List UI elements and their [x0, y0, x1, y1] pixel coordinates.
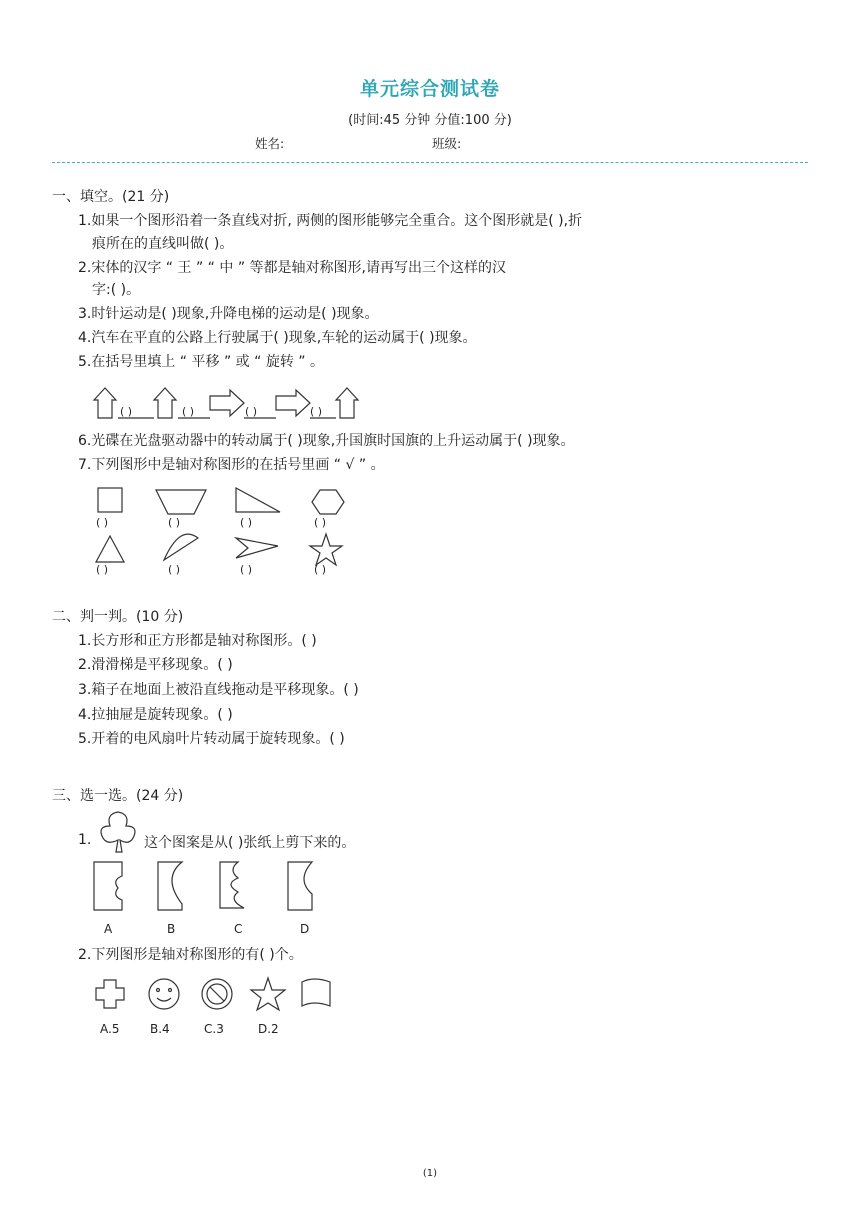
star-icon [310, 534, 342, 565]
symbols-figure [92, 976, 336, 1016]
square-icon [98, 488, 122, 512]
question-2-4: 4.拉抽屉是旋转现象。( ) [78, 707, 233, 723]
paren-blank: ( ) [96, 563, 109, 576]
option-b-shape [158, 862, 182, 910]
question-1-5: 5.在括号里填上 “ 平移 ” 或 “ 旋转 ” 。 [78, 354, 324, 370]
no-sign-icon [202, 979, 232, 1009]
option-b-label: B [167, 922, 176, 936]
fan-icon [164, 534, 198, 560]
arrowhead-icon [236, 538, 278, 558]
option-d-label: D [300, 922, 310, 936]
option-b-label: B.4 [150, 1022, 170, 1036]
paren-blank: ( ) [240, 563, 253, 576]
question-2-2: 2.滑滑梯是平移现象。( ) [78, 657, 233, 673]
question-1-7: 7.下列图形中是轴对称图形的在括号里画 “ √ ” 。 [78, 457, 385, 473]
hexagon-icon [312, 490, 344, 514]
question-1-1: 1.如果一个图形沿着一条直线对折, 两侧的图形能够完全重合。这个图形就是( ),折 [78, 213, 583, 229]
paren-blank: ( ) [240, 516, 253, 529]
page-number: (1) [422, 1168, 438, 1179]
flag-icon [302, 979, 330, 1006]
question-1-3: 3.时针运动是( )现象,升降电梯的运动是( )现象。 [78, 306, 379, 322]
paren-blank: ( ) [310, 405, 323, 418]
triangle-icon [96, 536, 124, 562]
arrow-up-icon [336, 388, 358, 418]
paren-blank: ( ) [168, 516, 181, 529]
section-heading-fill: 一、填空。(21 分) [52, 189, 170, 205]
section-heading-judge: 二、判一判。(10 分) [52, 609, 184, 625]
clover-icon [96, 810, 142, 854]
option-a-label: A [104, 922, 113, 936]
paren-blank: ( ) [245, 405, 258, 418]
time-score-info: (时间:45 分钟 分值:100 分) [348, 113, 512, 128]
trapezoid-icon [156, 490, 206, 514]
paren-blank: ( ) [314, 563, 327, 576]
paren-blank: ( ) [120, 405, 133, 418]
paren-blank: ( ) [96, 516, 109, 529]
option-a-label: A.5 [100, 1022, 120, 1036]
arrow-up-icon [94, 388, 116, 418]
name-label: 姓名: [255, 136, 285, 151]
arrow-up-icon [154, 388, 176, 418]
divider [52, 162, 808, 163]
option-c-label: C [234, 922, 243, 936]
smiley-icon [149, 979, 179, 1009]
question-2-1: 1.长方形和正方形都是轴对称图形。( ) [78, 633, 317, 649]
paren-blank: ( ) [314, 516, 327, 529]
page-title: 单元综合测试卷 [359, 78, 500, 100]
question-1-6: 6.光碟在光盘驱动器中的转动属于( )现象,升国旗时国旗的上升运动属于( )现象。 [78, 433, 575, 449]
question-1-2-cont: 字:( )。 [92, 282, 141, 298]
section-heading-choose: 三、选一选。(24 分) [52, 788, 184, 804]
arrow-right-icon [276, 390, 310, 416]
option-a-shape [94, 862, 122, 910]
cut-paper-options-figure [92, 860, 332, 912]
paren-blank: ( ) [182, 405, 195, 418]
question-2-5: 5.开着的电风扇叶片转动属于旋转现象。( ) [78, 731, 345, 747]
question-3-1: 这个图案是从( )张纸上剪下来的。 [144, 835, 356, 851]
class-label: 班级: [432, 136, 462, 151]
cross-icon [96, 980, 124, 1008]
question-1-1-cont: 痕所在的直线叫做( )。 [92, 236, 234, 252]
option-c-label: C.3 [204, 1022, 224, 1036]
question-1-4: 4.汽车在平直的公路上行驶属于( )现象,车轮的运动属于( )现象。 [78, 330, 477, 346]
paren-blank: ( ) [168, 563, 181, 576]
question-3-1-number: 1. [78, 832, 92, 848]
star-icon [251, 978, 285, 1010]
option-d-shape [288, 862, 312, 910]
question-3-2: 2.下列图形是轴对称图形的有( )个。 [78, 947, 303, 963]
option-d-label: D.2 [258, 1022, 279, 1036]
question-1-2: 2.宋体的汉字 “ 王 ” “ 中 ” 等都是轴对称图形,请再写出三个这样的汉 [78, 260, 506, 276]
option-c-shape [220, 862, 244, 908]
question-2-3: 3.箱子在地面上被沿直线拖动是平移现象。( ) [78, 682, 359, 698]
right-triangle-icon [236, 488, 280, 512]
arrow-sequence-figure [94, 386, 364, 420]
arrow-right-icon [210, 390, 244, 416]
